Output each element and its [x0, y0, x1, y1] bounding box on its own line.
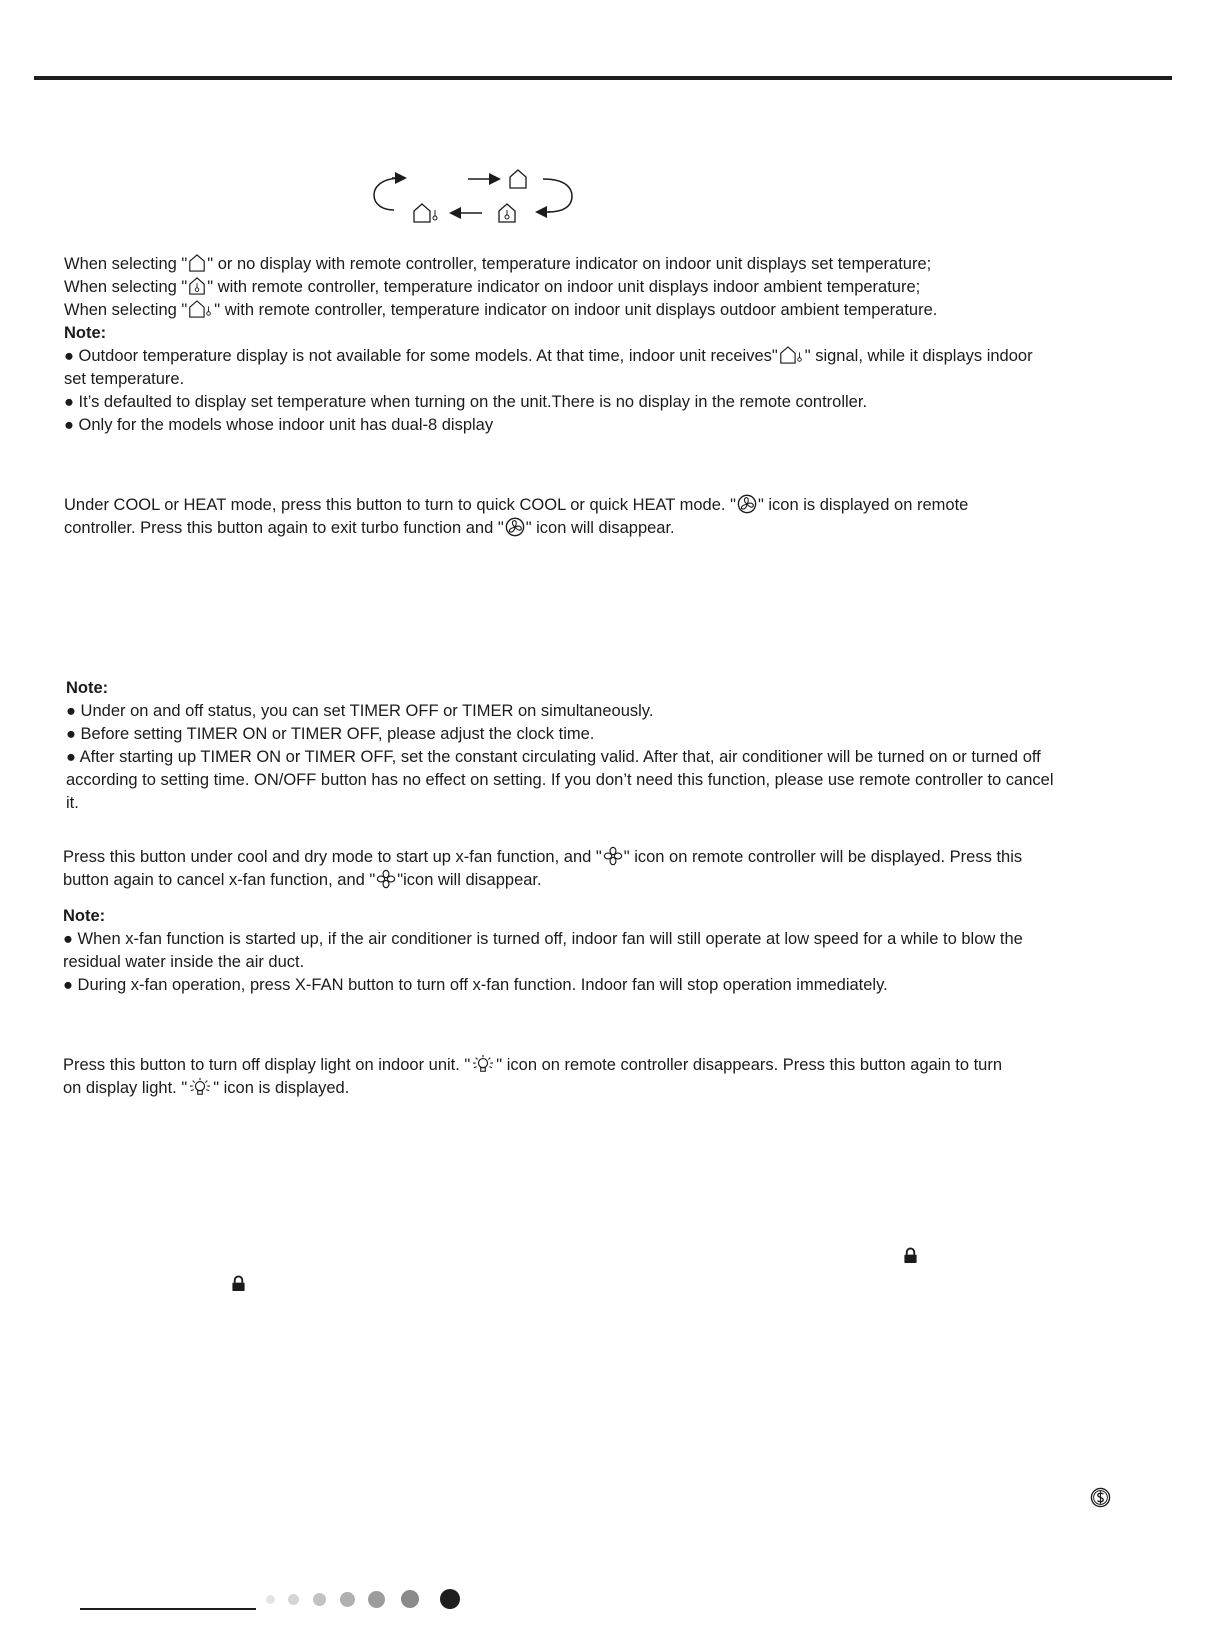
temp-line-2: When selecting " " with remote controller, temperature indicator on indoor unit displays indoor ambient temperature;: [64, 278, 921, 296]
temp-line-1: When selecting " " or no display with remote controller, temperature indicator on indoor unit displays set temperature;: [64, 255, 932, 273]
footer-dot: [368, 1591, 385, 1608]
header-rule: [34, 76, 1172, 80]
timer-note-3-line-3: it.: [66, 794, 79, 812]
footer-dot: [401, 1590, 419, 1608]
turbo-line-1: Under COOL or HEAT mode, press this button to turn to quick COOL or quick HEAT mode. " " icon is displayed on remote: [64, 496, 969, 514]
footer-dot: [340, 1592, 355, 1607]
diagram-house-outdoor-temp-icon: [414, 204, 437, 222]
temp-note-1-cont: set temperature.: [64, 370, 185, 388]
temperature-cycle-diagram: [370, 168, 595, 243]
xfan-note-2: ● During x-fan operation, press X-FAN button to turn off x-fan function. Indoor fan will stop operation immediately.: [63, 976, 888, 994]
turbo-line-2: controller. Press this button again to exit turbo function and " " icon will disappear.: [64, 519, 675, 537]
timer-note-1: ● Under on and off status, you can set TIMER OFF or TIMER on simultaneously.: [66, 702, 654, 720]
turbo-fan-icon: [505, 517, 525, 537]
lock-icon: [903, 1247, 918, 1264]
footer-dot: [313, 1593, 326, 1606]
footer-rule: [80, 1608, 256, 1610]
lock-icon: [231, 1275, 246, 1292]
xfan-note-1-line-1: ● When x-fan function is started up, if the air conditioner is turned off, indoor fan will still operate at low speed for a while to blow the: [63, 930, 1023, 948]
footer-dot: [440, 1589, 460, 1609]
footer-dot: [288, 1594, 299, 1605]
timer-note-3-line-2: according to setting time. ON/OFF button has no effect on setting. If you don’t need this function, please use remote controller to cancel: [66, 771, 1054, 789]
timer-note-title: Note:: [66, 679, 109, 697]
temp-note-2: ● It’s defaulted to display set temperature when turning on the unit.There is no display in the remote controller.: [64, 393, 868, 411]
turbo-fan-icon: [737, 494, 757, 514]
temp-line-3: When selecting " " with remote controller, temperature indicator on indoor unit displays outdoor ambient temperature.: [64, 301, 938, 319]
light-bulb-icon: [188, 1077, 212, 1097]
light-line-2: on display light. " " icon is displayed.: [63, 1079, 350, 1097]
xfan-note-1-line-2: residual water inside the air duct.: [63, 953, 305, 971]
diagram-house-indoor-temp-icon: [499, 204, 515, 222]
dollar-save-icon: [1090, 1487, 1111, 1508]
light-bulb-icon: [471, 1054, 495, 1074]
diagram-house-icon: [510, 170, 526, 188]
timer-note-2: ● Before setting TIMER ON or TIMER OFF, please adjust the clock time.: [66, 725, 595, 743]
house-outdoor-temp-icon: [779, 345, 804, 365]
house-outdoor-temp-icon: [188, 299, 213, 319]
xfan-line-2: button again to cancel x-fan function, and " "icon will disappear.: [63, 871, 542, 889]
timer-note-3-line-1: ● After starting up TIMER ON or TIMER OFF, set the constant circulating valid. After that, air conditioner will be turned on or turned off: [66, 748, 1041, 766]
xfan-note-title: Note:: [63, 907, 106, 925]
temp-note-3: ● Only for the models whose indoor unit has dual-8 display: [64, 416, 494, 434]
footer-dot: [266, 1595, 275, 1604]
house-indoor-temp-icon: [188, 276, 206, 296]
light-line-1: Press this button to turn off display light on indoor unit. " " icon on remote controller disappears. Press this button again to turn: [63, 1056, 1003, 1074]
x-fan-icon: [603, 846, 623, 866]
xfan-line-1: Press this button under cool and dry mode to start up x-fan function, and " " icon on remote controller will be displayed. Press this: [63, 848, 1023, 866]
cycle-arrow-right: [543, 179, 572, 212]
cycle-arrow-left: [374, 178, 402, 210]
x-fan-icon: [376, 869, 396, 889]
temp-note-1: ● Outdoor temperature display is not available for some models. At that time, indoor unit receives" " signal, while it displays indoor: [64, 347, 1033, 365]
house-icon: [188, 253, 206, 273]
temp-note-title: Note:: [64, 324, 107, 342]
